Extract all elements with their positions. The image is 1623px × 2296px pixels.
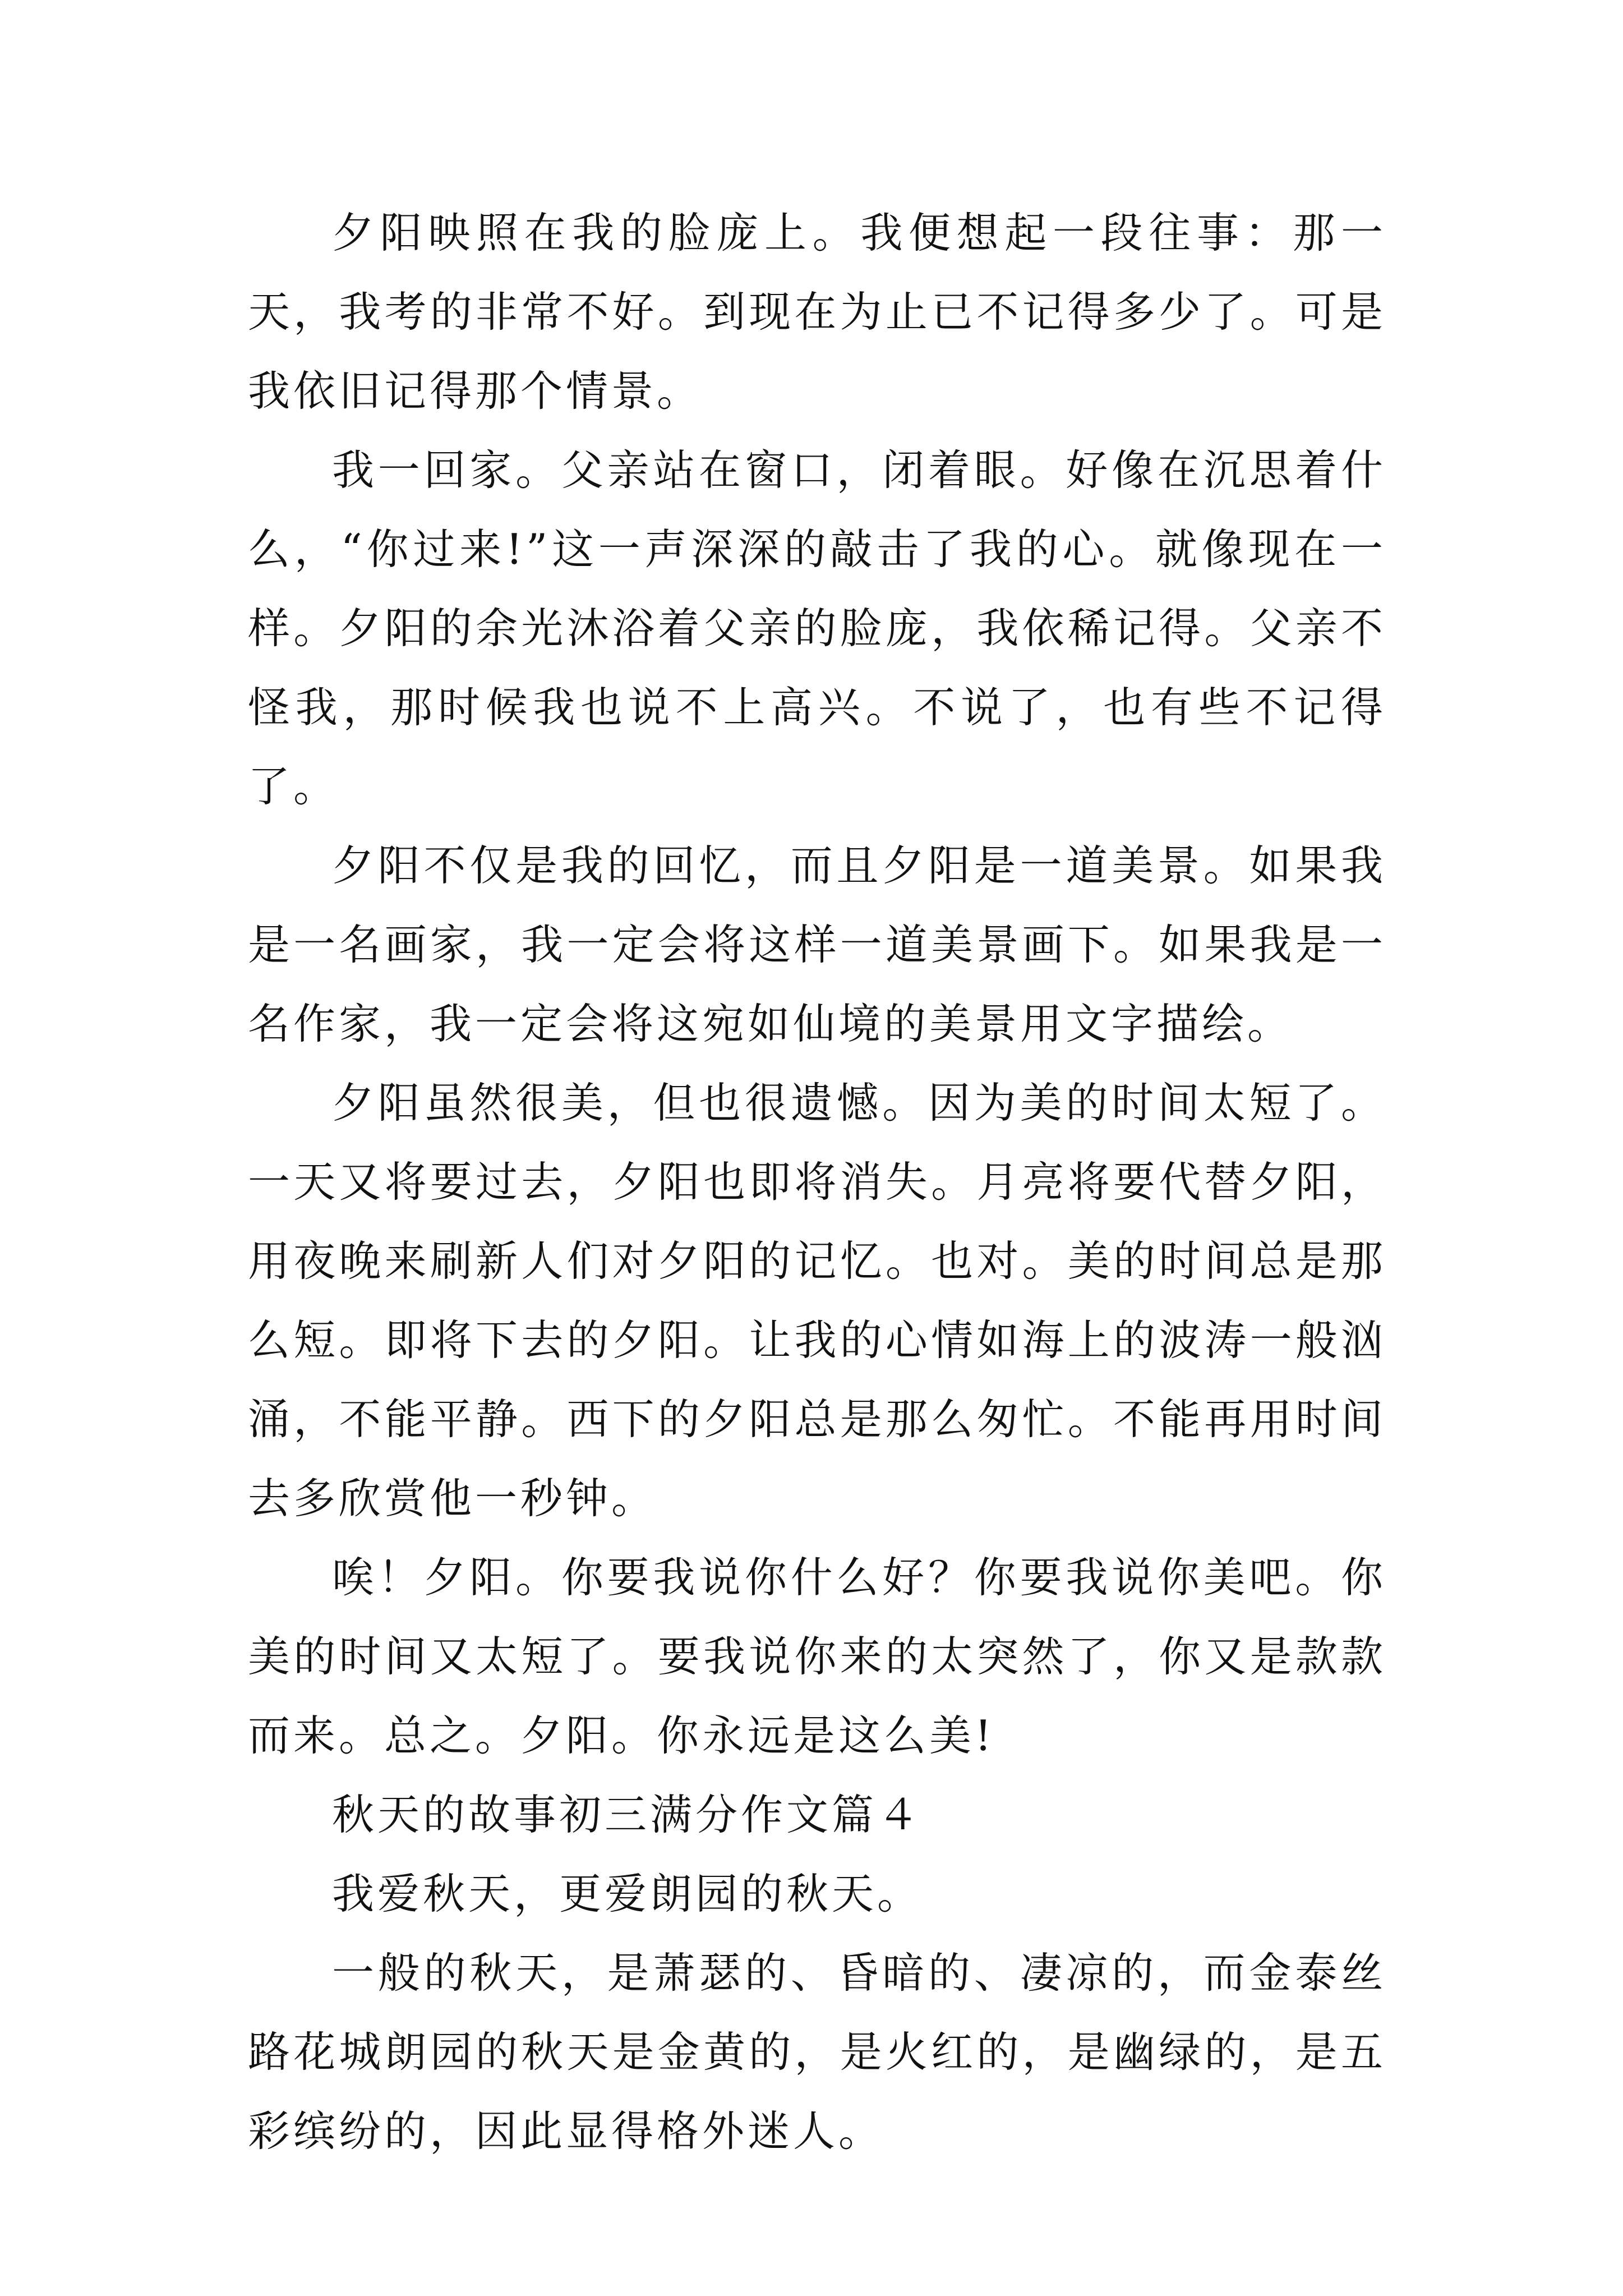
article-body — [248, 194, 1386, 2171]
paragraph-sunset-exclaim: 唉！夕阳。你要我说你什么好？你要我说你美吧。你美的时间又太短了。要我说你来的太突然了，你又是款款而来。总之。夕阳。你永远是这么美! — [248, 1553, 1386, 1760]
paragraph-father: 我一回家。父亲站在窗口，闭着眼。好像在沉思着什么，“你过来!”这一声深深的敲击了我的心。就像现在一样。夕阳的余光沐浴着父亲的脸庞，我依稀记得。父亲不怪我，那时候我也说不上高兴。不说了，也有些不记得了。 — [248, 445, 1386, 811]
section-title: 秋天的故事初三满分作文篇４ — [332, 1790, 923, 1839]
paragraph-sunset-regret: 夕阳虽然很美，但也很遗憾。因为美的时间太短了。一天又将要过去，夕阳也即将消失。月亮将要代替夕阳，用夜晚来刷新人们对夕阳的记忆。也对。美的时间总是那么短。即将下去的夕阳。让我的心情如海上的波涛一般汹涌，不能平静。西下的夕阳总是那么匆忙。不能再用时间去多欣赏他一秒钟。 — [248, 1078, 1386, 1523]
paragraph-autumn-colors: 一般的秋天，是萧瑟的、昏暗的、凄凉的，而金泰丝路花城朗园的秋天是金黄的，是火红的，是幽绿的，是五彩缤纷的，因此显得格外迷人。 — [248, 1948, 1386, 2156]
paragraph-love-autumn: 我爱秋天，更爱朗园的秋天。 — [332, 1869, 923, 1918]
paragraph-sunset-scenery: 夕阳不仅是我的回忆，而且夕阳是一道美景。如果我是一名画家，我一定会将这样一道美景画下。如果我是一名作家，我一定会将这宛如仙境的美景用文字描绘。 — [248, 841, 1386, 1048]
paragraph-sunset-memory: 夕阳映照在我的脸庞上。我便想起一段往事：那一天，我考的非常不好。到现在为止已不记得多少了。可是我依旧记得那个情景。 — [248, 208, 1386, 416]
